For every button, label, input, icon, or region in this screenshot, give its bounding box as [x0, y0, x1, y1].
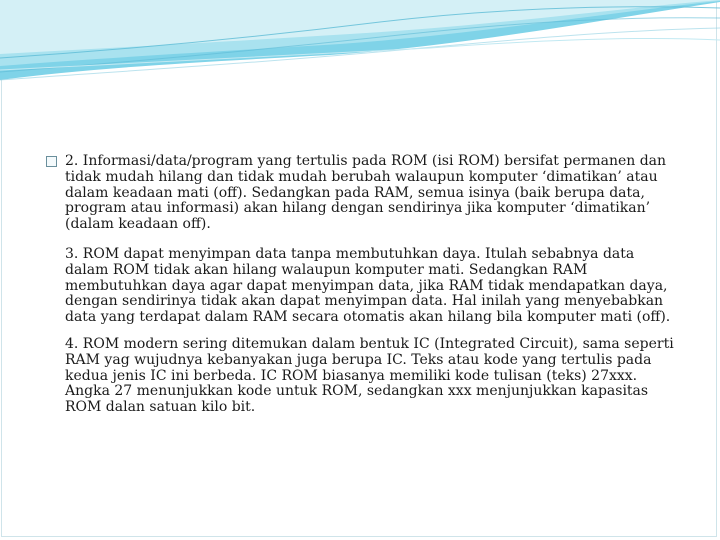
paragraph-2: [46, 154, 682, 233]
paragraph-2-text: 2. Informasi/data/program yang tertulis pada ROM (isi ROM) bersifat permanen dan tidak mudah hilang dan tidak mudah berubah walaupun komputer ‘dimatikan’ atau dalam keadaan mati (off). Sedangkan pada RAM, semua isinya (baik berupa data, program atau informasi) akan hilang dengan sendirinya jika komputer ‘dimatikan’ (dalam keadaan off).: [65, 153, 667, 233]
paragraph-3-text: 3. ROM dapat menyimpan data tanpa membutuhkan daya. Itulah sebabnya data dalam ROM tidak akan hilang walaupun komputer mati. Sedangkan RAM membutuhkan daya agar dapat menyimpan data, jika RAM tidak mendapatkan daya, dengan sendirinya tidak akan dapat menyimpan data. Hal inilah yang menyebabkan data yang terdapat dalam RAM secara otomatis akan hilang bila komputer mati (off).: [65, 245, 671, 326]
bullet-box-icon: [46, 156, 57, 167]
paragraph-3: [46, 247, 682, 326]
slide-body: [46, 154, 682, 426]
wave-header-decoration: [0, 0, 720, 110]
paragraph-4-text: 4. ROM modern sering ditemukan dalam bentuk IC (Integrated Circuit), sama seperti RAM yag wujudnya kebanyakan juga berupa IC. Teks atau kode yang tertulis pada kedua jenis IC ini berbeda. IC ROM biasanya memiliki kode tulisan (teks) 27xxx. Angka 27 menunjukkan kode untuk ROM, sedangkan xxx menjunjukkan kapasitas ROM dalan satuan kilo bit.: [65, 335, 674, 416]
paragraph-4: [46, 337, 682, 416]
